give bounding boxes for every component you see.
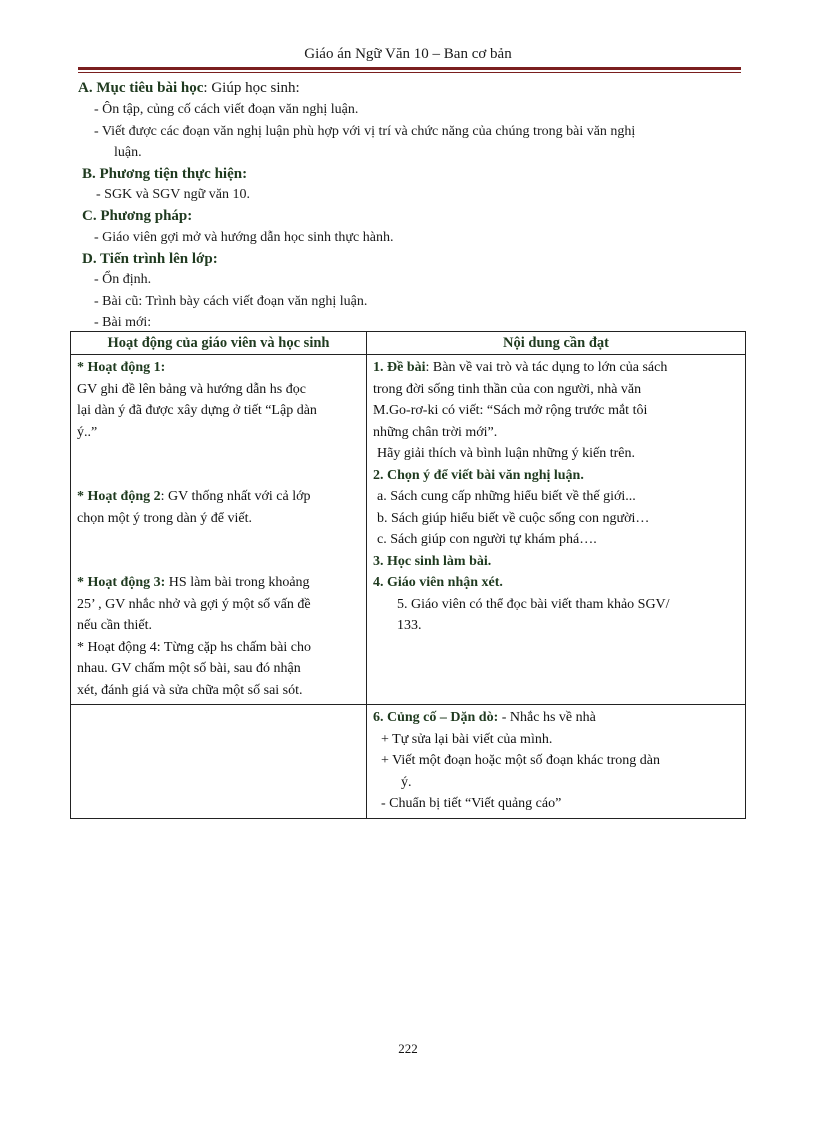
content-2-title: 2. Chọn ý để viết bài văn nghị luận.	[373, 467, 584, 483]
section-a-item: - Viết được các đoạn văn nghị luận phù hợp với vị trí và chức năng của chúng trong bài văn nghị	[94, 124, 636, 139]
activity-3: * Hoạt động 3: HS làm bài trong khoảng	[77, 575, 310, 590]
content-1-line: trong đời sống tinh thần của con người, nhà văn	[373, 381, 642, 397]
header-rule-thin	[78, 72, 741, 73]
activity-2-line: chọn một ý trong dàn ý để viết.	[77, 510, 252, 526]
empty-cell	[71, 705, 367, 819]
section-d-item: - Ổn định.	[94, 272, 152, 287]
content-4-title: 4. Giáo viên nhận xét.	[373, 575, 503, 590]
section-c-item: - Giáo viên gợi mở và hướng dẫn học sinh thực hành.	[94, 230, 394, 245]
lesson-activity-table	[70, 331, 746, 819]
activity-2: * Hoạt động 2: GV thống nhất với cả lớp	[77, 489, 311, 504]
activity-4-line: * Hoạt động 4: Từng cặp hs chấm bài cho	[77, 639, 312, 655]
review-cell	[367, 705, 746, 819]
activity-3-line: 25’ , GV nhắc nhở và gợi ý một số vấn đề	[77, 596, 311, 612]
section-a-item: luận.	[114, 145, 142, 160]
table-header-row	[71, 332, 746, 355]
section-b-item: - SGK và SGV ngữ văn 10.	[96, 187, 250, 202]
activity-4-line: nhau. GV chấm một số bài, sau đó nhận	[77, 661, 301, 676]
section-d-heading: D. Tiến trình lên lớp:	[82, 251, 218, 267]
content-1: 1. Đề bài: Bàn về vai trò và tác dụng to lớn của sách	[373, 360, 668, 375]
table-row	[71, 705, 746, 819]
content-1-line: những chân trời mới”.	[373, 424, 498, 440]
content-cell	[367, 355, 746, 705]
activity-4-line: xét, đánh giá và sửa chữa một số sai sót.	[77, 682, 303, 698]
header-activities: Hoạt động của giáo viên và học sinh	[71, 332, 367, 355]
table-row	[71, 355, 746, 705]
section-d-item: - Bài cũ: Trình bày cách viết đoạn văn nghị luận.	[94, 294, 368, 309]
page-header-title: Giáo án Ngữ Văn 10 – Ban cơ bản	[304, 46, 512, 62]
content-2-item: a. Sách cung cấp những hiểu biết về thế giới...	[377, 489, 636, 504]
activities-cell	[71, 355, 367, 705]
content-1-task: Hãy giải thích và bình luận những ý kiến trên.	[377, 446, 635, 461]
activity-1-line: ý..”	[77, 424, 98, 440]
section-a-heading: A. Mục tiêu bài học: Giúp học sinh:	[78, 80, 300, 96]
page-number: 222	[398, 1041, 418, 1056]
section-d-item: - Bài mới:	[94, 315, 152, 330]
section-a-item: - Ôn tập, củng cố cách viết đoạn văn nghị luận.	[94, 102, 359, 117]
content-2-item: b. Sách giúp hiểu biết về cuộc sống con người…	[377, 510, 650, 526]
review-title: 6. Củng cố – Dặn dò: - Nhắc hs về nhà	[373, 710, 596, 725]
section-b-heading: B. Phương tiện thực hiện:	[82, 166, 248, 182]
activity-3-line: nếu cần thiết.	[77, 618, 153, 633]
activity-1-line: lại dàn ý đã được xây dựng ở tiết “Lập dàn	[77, 403, 317, 418]
content-5-line: 133.	[397, 618, 422, 633]
content-2-item: c. Sách giúp con người tự khám phá….	[377, 532, 597, 547]
content-3-title: 3. Học sinh làm bài.	[373, 553, 492, 569]
activity-1-line: GV ghi đề lên bảng và hướng dẫn hs đọc	[77, 381, 306, 397]
content-1-line: M.Go-rơ-ki có viết: “Sách mở rộng trước mắt tôi	[373, 403, 648, 418]
activity-1-title: * Hoạt động 1:	[77, 360, 166, 375]
section-c-heading: C. Phương pháp:	[82, 208, 193, 224]
header-rule-thick	[78, 67, 741, 70]
review-item: ý.	[401, 774, 412, 790]
content-5-line: 5. Giáo viên có thể đọc bài viết tham khảo SGV/	[397, 596, 670, 612]
header-content: Nội dung cần đạt	[367, 332, 746, 355]
review-item: - Chuẩn bị tiết “Viết quảng cáo”	[381, 796, 562, 811]
review-item: + Viết một đoạn hoặc một số đoạn khác trong dàn	[381, 753, 660, 768]
review-item: + Tự sửa lại bài viết của mình.	[381, 731, 553, 747]
